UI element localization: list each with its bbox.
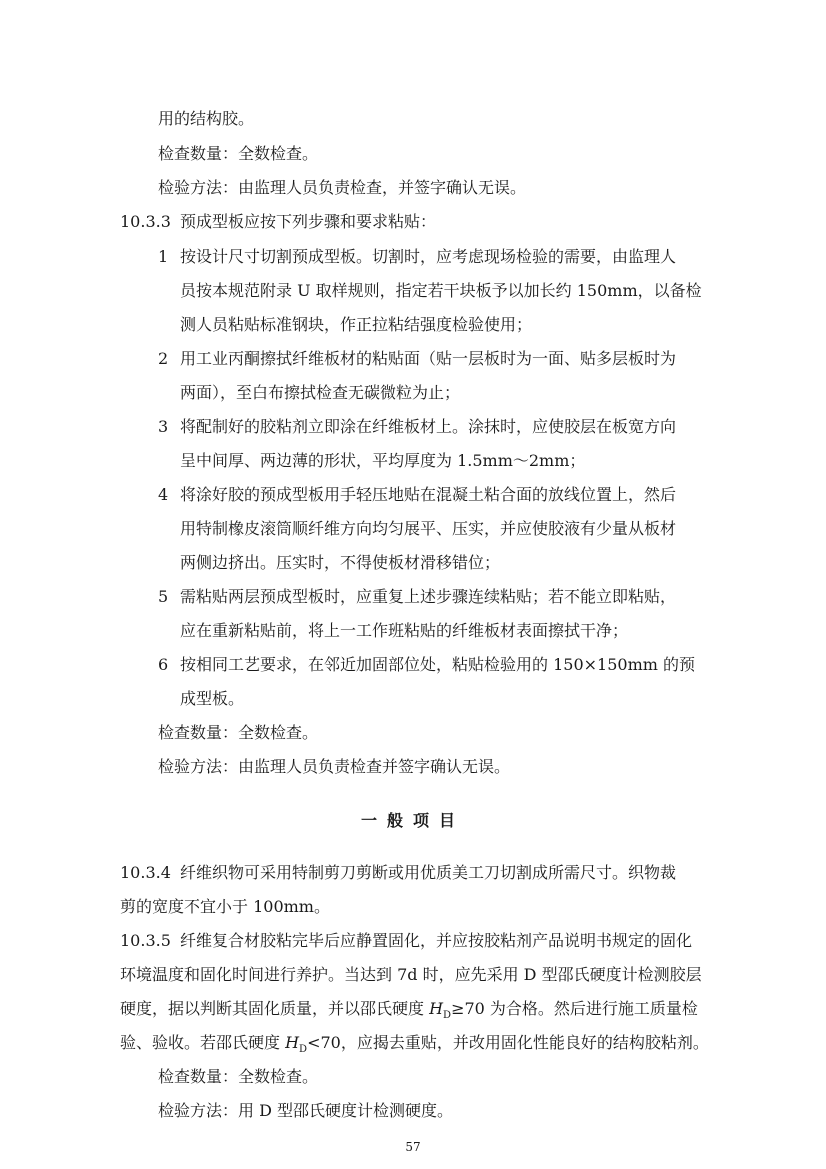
item-1-line-1: 按设计尺寸切割预成型板。切割时，应考虑现场检验的需要，由监理人 [180, 247, 677, 266]
clause-1034-line-2: 剪的宽度不宜小于 100mm。 [120, 897, 330, 916]
clause-1035-line-4 [120, 1032, 709, 1061]
check-quantity-1: 检查数量：全数检查。 [158, 144, 319, 163]
section-heading: 一般项目 [360, 811, 465, 830]
item-1-line-2: 员按本规范附录 U 取样规则，指定若干块板予以加长约 150mm，以备检 [180, 281, 702, 300]
clause-1033-text: 预成型板应按下列步骤和要求粘贴： [180, 212, 437, 231]
hardness-subscript-2: D [299, 1044, 308, 1056]
check-method-1: 检验方法：由监理人员负责检查，并签字确认无误。 [158, 178, 527, 197]
clause-1035-line-3 [120, 998, 698, 1027]
item-5-line-1: 需粘贴两层预成型板时，应重复上述步骤连续粘贴；若不能立即粘贴， [180, 587, 677, 606]
item-6-line-1: 按相同工艺要求，在邻近加固部位处，粘贴检验用的 150×150mm 的预 [180, 655, 696, 674]
clause-1035-line-3-start: 硬度，据以判断其固化质量，并以邵氏硬度 [120, 999, 430, 1018]
hardness-subscript: D [443, 1010, 452, 1022]
clause-1035-line-4-start: 验、验收。若邵氏硬度 [120, 1033, 286, 1052]
check-method-3: 检验方法：用 D 型邵氏硬度计检测硬度。 [158, 1101, 454, 1120]
item-1-number: 1 [158, 247, 169, 266]
item-5-line-2: 应在重新粘贴前，将上一工作班粘贴的纤维板材表面擦拭干净； [180, 621, 629, 640]
item-3-line-2: 呈中间厚、两边薄的形状，平均厚度为 1.5mm～2mm； [180, 451, 586, 470]
clause-1035-line-4-end: <70，应揭去重贴，并改用固化性能良好的结构胶粘剂。 [307, 1033, 709, 1052]
clause-1035-line-1: 纤维复合材胶粘完毕后应静置固化，并应按胶粘剂产品说明书规定的固化 [180, 931, 693, 950]
item-6-number: 6 [158, 655, 169, 674]
hardness-symbol: H [429, 999, 444, 1018]
clause-1033-number: 10.3.3 [120, 212, 171, 231]
item-2-number: 2 [158, 349, 169, 368]
hardness-symbol-2: H [285, 1033, 300, 1052]
item-1-line-3: 测人员粘贴标准钢块，作正拉粘结强度检验使用； [180, 315, 533, 334]
item-5-number: 5 [158, 587, 169, 606]
clause-1034-line-1: 纤维织物可采用特制剪刀剪断或用优质美工刀切割成所需尺寸。织物裁 [180, 863, 677, 882]
item-2-line-2: 两面），至白布擦拭检查无碳微粒为止； [180, 383, 461, 402]
item-4-number: 4 [158, 485, 169, 504]
item-4-line-1: 将涂好胶的预成型板用手轻压地贴在混凝土粘合面的放线位置上，然后 [180, 485, 677, 504]
item-4-line-2: 用特制橡皮滚筒顺纤维方向均匀展平、压实，并应使胶液有少量从板材 [180, 519, 677, 538]
clause-1035-number: 10.3.5 [120, 931, 171, 950]
page-number: 57 [405, 1140, 421, 1154]
item-6-line-2: 成型板。 [180, 689, 245, 708]
check-quantity-2: 检查数量：全数检查。 [158, 723, 319, 742]
clause-1034-number: 10.3.4 [120, 863, 171, 882]
check-method-2: 检验方法：由监理人员负责检查并签字确认无误。 [158, 757, 511, 776]
clause-1035-line-3-end: ≥70 为合格。然后进行施工质量检 [451, 999, 698, 1018]
item-3-number: 3 [158, 417, 169, 436]
item-3-line-1: 将配制好的胶粘剂立即涂在纤维板材上。涂抹时，应使胶层在板宽方向 [180, 417, 677, 436]
check-quantity-3: 检查数量：全数检查。 [158, 1067, 319, 1086]
item-2-line-1: 用工业丙酮擦拭纤维板材的粘贴面（贴一层板时为一面、贴多层板时为 [180, 349, 677, 368]
item-4-line-3: 两侧边挤出。压实时，不得使板材滑移错位； [180, 553, 501, 572]
clause-1035-line-2: 环境温度和固化时间进行养护。当达到 7d 时，应先采用 D 型邵氏硬度计检测胶层 [120, 965, 702, 984]
continuation-text: 用的结构胶。 [158, 109, 255, 128]
